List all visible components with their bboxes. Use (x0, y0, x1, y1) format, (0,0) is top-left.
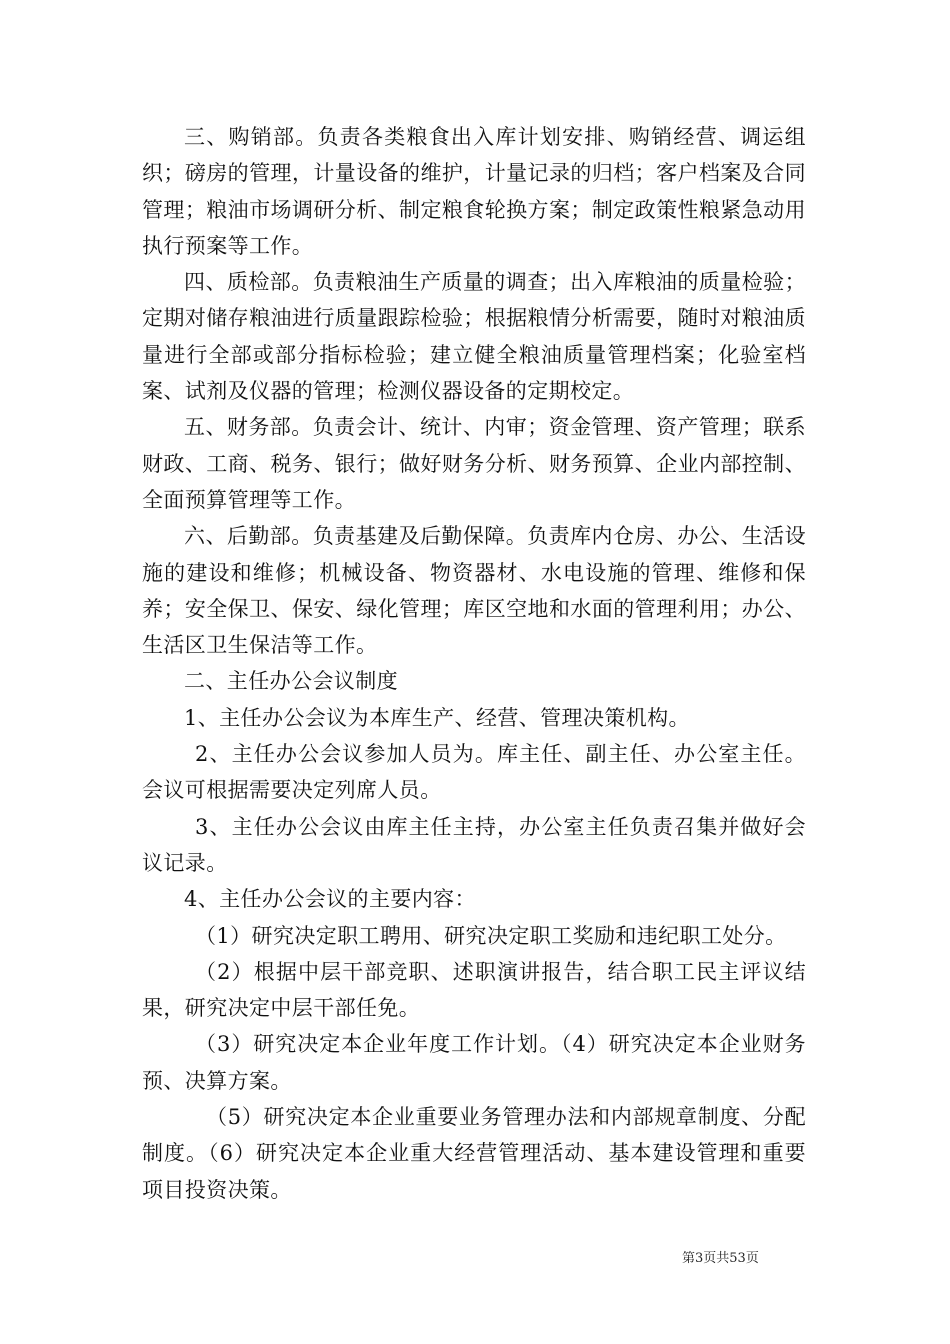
page-number-footer: 第3页共53页 (682, 1251, 759, 1266)
paragraph-logistics-dept: 六、后勤部。负责基建及后勤保障。负责库内仓房、办公、生活设施的建设和维修；机械设备、物资器材、水电设施的管理、维修和保养；安全保卫、保安、绿化管理；库区空地和水面的管理利用；办公、生活区卫生保洁等工作。 (142, 524, 806, 658)
paragraph-item-1: 1、主任办公会议为本库生产、经营、管理决策机构。 (184, 705, 690, 730)
section-heading-meeting-system: 二、主任办公会议制度 (184, 669, 398, 694)
paragraph-subitem-2: （2）根据中层干部竞职、述职演讲报告，结合职工民主评议结果，研究决定中层干部任免。 (142, 959, 806, 1021)
document-body (142, 119, 806, 1208)
paragraph-finance-dept: 五、财务部。负责会计、统计、内审；资金管理、资产管理；联系财政、工商、税务、银行；做好财务分析、财务预算、企业内部控制、全面预算管理等工作。 (142, 415, 806, 512)
paragraph-purchasing-dept: 三、购销部。负责各类粮食出入库计划安排、购销经营、调运组织；磅房的管理，计量设备的维护，计量记录的归档；客户档案及合同管理；粮油市场调研分析、制定粮食轮换方案；制定政策性粮紧急动用执行预案等工作。 (142, 125, 806, 258)
paragraph-item-3: 3、主任办公会议由库主任主持，办公室主任负责召集并做好会议记录。 (142, 814, 806, 875)
paragraph-item-4: 4、主任办公会议的主要内容： (184, 887, 476, 912)
paragraph-subitem-3-4: （3）研究决定本企业年度工作计划。（4）研究决定本企业财务预、决算方案。 (142, 1032, 806, 1093)
paragraph-item-2: 2、主任办公会议参加人员为。库主任、副主任、办公室主任。会议可根据需要决定列席人员。 (142, 742, 806, 803)
paragraph-quality-dept: 四、质检部。负责粮油生产质量的调查；出入库粮油的质量检验；定期对储存粮油进行质量跟踪检验；根据粮情分析需要，随时对粮油质量进行全部或部分指标检验；建立健全粮油质量管理档案；化验室档案、试剂及仪器的管理；检测仪器设备的定期校定。 (142, 270, 806, 404)
paragraph-subitem-1: （1）研究决定职工聘用、研究决定职工奖励和违纪职工处分。 (195, 923, 787, 948)
paragraph-subitem-5-6: （5）研究决定本企业重要业务管理办法和内部规章制度、分配制度。（6）研究决定本企业重大经营管理活动、基本建设管理和重要项目投资决策。 (142, 1105, 806, 1202)
